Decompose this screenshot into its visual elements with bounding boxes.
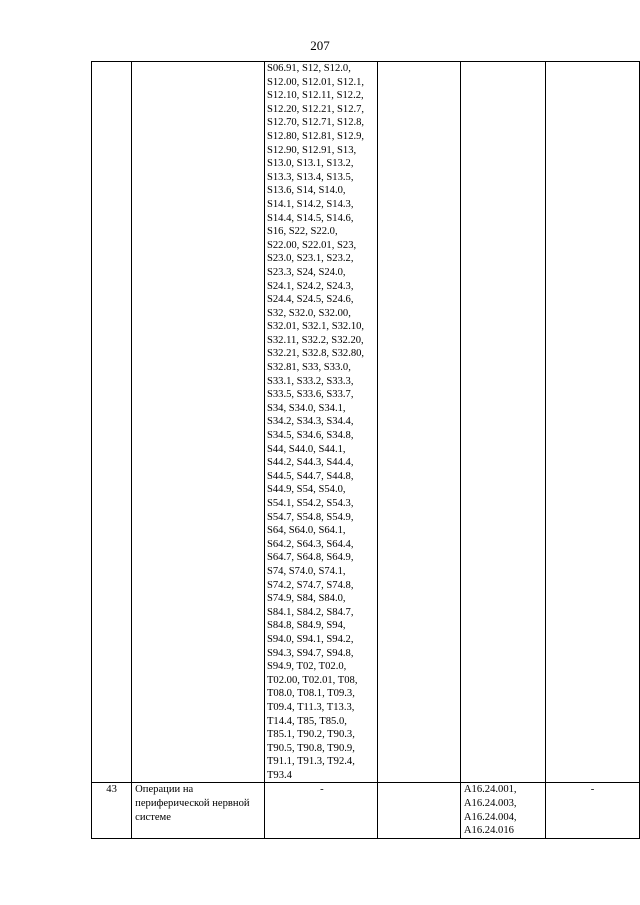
code-line: S32.21, S32.8, S32.80, — [266, 348, 365, 360]
op-line: A16.24.003, — [463, 798, 517, 810]
op-line: A16.24.016 — [463, 825, 514, 837]
code-line: S33.5, S33.6, S33.7, — [266, 389, 354, 401]
operation-name-cell — [132, 783, 265, 838]
code-line: S94.9, T02, T02.0, — [266, 661, 347, 673]
code-line: S94.3, S94.7, S94.8, — [266, 647, 354, 659]
code-line: S12.10, S12.11, S12.2, — [266, 90, 364, 102]
code-line: S54.7, S54.8, S54.9, — [266, 511, 354, 523]
code-line: S24.1, S24.2, S24.3, — [266, 280, 354, 292]
code-line: T93.4 — [266, 769, 292, 781]
code-line: S84.1, S84.2, S84.7, — [266, 606, 354, 618]
code-line: S13.0, S13.1, S13.2, — [266, 158, 354, 170]
code-line: S44.2, S44.3, S44.4, — [266, 457, 354, 469]
last-cell: - — [546, 783, 640, 838]
code-line: S06.91, S12, S12.0, — [266, 63, 351, 74]
code-line: S74, S74.0, S74.1, — [266, 565, 346, 577]
code-line: S74.9, S84, S84.0, — [266, 593, 346, 605]
code-line: S12.00, S12.01, S12.1, — [266, 76, 365, 88]
code-line: S84.8, S84.9, S94, — [266, 620, 346, 632]
code-line: S22.00, S22.01, S23, — [266, 239, 357, 251]
code-line: S13.3, S13.4, S13.5, — [266, 171, 354, 183]
code-line: S12.20, S12.21, S12.7, — [266, 103, 365, 115]
code-line: T91.1, T91.3, T92.4, — [266, 756, 355, 768]
code-line: S74.2, S74.7, S74.8, — [266, 579, 354, 591]
code-line: S13.6, S14, S14.0, — [266, 185, 346, 197]
procedures-table — [91, 61, 640, 839]
code-line: S44.9, S54, S54.0, — [266, 484, 346, 496]
code-line: S32, S32.0, S32.00, — [266, 307, 351, 319]
code-line: S34.5, S34.6, S34.8, — [266, 430, 354, 442]
middle-cell — [377, 62, 460, 783]
code-line: T85.1, T90.2, T90.3, — [266, 729, 355, 741]
code-line: S64, S64.0, S64.1, — [266, 525, 346, 537]
code-line: S54.1, S54.2, S54.3, — [266, 498, 354, 509]
name-line: Операции на — [135, 784, 194, 796]
code-line: T09.4, T11.3, T13.3, — [266, 701, 355, 713]
code-line: S64.2, S64.3, S64.4, — [266, 538, 354, 550]
code-line: S14.4, S14.5, S14.6, — [266, 212, 354, 224]
row-number-cell — [92, 62, 132, 783]
code-line: T08.0, T08.1, T09.3, — [266, 688, 355, 700]
code-line: S32.11, S32.2, S32.20, — [266, 334, 364, 346]
code-line: S32.81, S33, S33.0, — [266, 362, 351, 374]
code-line: S23.0, S23.1, S23.2, — [266, 253, 354, 265]
last-cell — [546, 62, 640, 783]
code-line: S12.90, S12.91, S13, — [266, 144, 357, 156]
code-line: S44, S44.0, S44.1, — [266, 443, 346, 455]
code-line: S94.0, S94.1, S94.2, — [266, 633, 354, 645]
middle-cell — [377, 783, 460, 838]
name-line: периферической нервной — [135, 798, 250, 810]
code-line: S64.7, S64.8, S64.9, — [266, 552, 354, 564]
op-line: A16.24.001, — [463, 784, 517, 796]
table-row — [92, 62, 640, 783]
code-line: T90.5, T90.8, T90.9, — [266, 742, 355, 754]
operation-name-cell — [132, 62, 265, 783]
code-line: S14.1, S14.2, S14.3, — [266, 198, 354, 210]
op-line: A16.24.004, — [463, 811, 517, 823]
service-codes-cell — [460, 62, 545, 783]
name-line: системе — [135, 811, 171, 823]
code-line: S16, S22, S22.0, — [266, 226, 338, 238]
service-codes-cell — [460, 783, 545, 838]
code-line: S24.4, S24.5, S24.6, — [266, 294, 354, 306]
page-number: 207 — [310, 38, 330, 53]
code-line: T02.00, T02.01, T08, — [266, 674, 358, 686]
code-line: T14.4, T85, T85.0, — [266, 715, 347, 727]
code-line: S12.80, S12.81, S12.9, — [266, 130, 365, 142]
code-line: S23.3, S24, S24.0, — [266, 266, 346, 278]
diagnosis-codes-cell — [264, 62, 377, 783]
diagnosis-codes-cell — [264, 783, 377, 838]
code-line: S12.70, S12.71, S12.8, — [266, 117, 365, 129]
code-line: S32.01, S32.1, S32.10, — [266, 321, 365, 333]
code-line: - — [320, 784, 324, 796]
table-row — [92, 783, 640, 838]
row-number-cell: 43 — [92, 783, 132, 838]
code-line: S33.1, S33.2, S33.3, — [266, 375, 354, 387]
code-line: S34.2, S34.3, S34.4, — [266, 416, 354, 428]
code-line: S34, S34.0, S34.1, — [266, 402, 346, 414]
code-line: S44.5, S44.7, S44.8, — [266, 470, 354, 482]
